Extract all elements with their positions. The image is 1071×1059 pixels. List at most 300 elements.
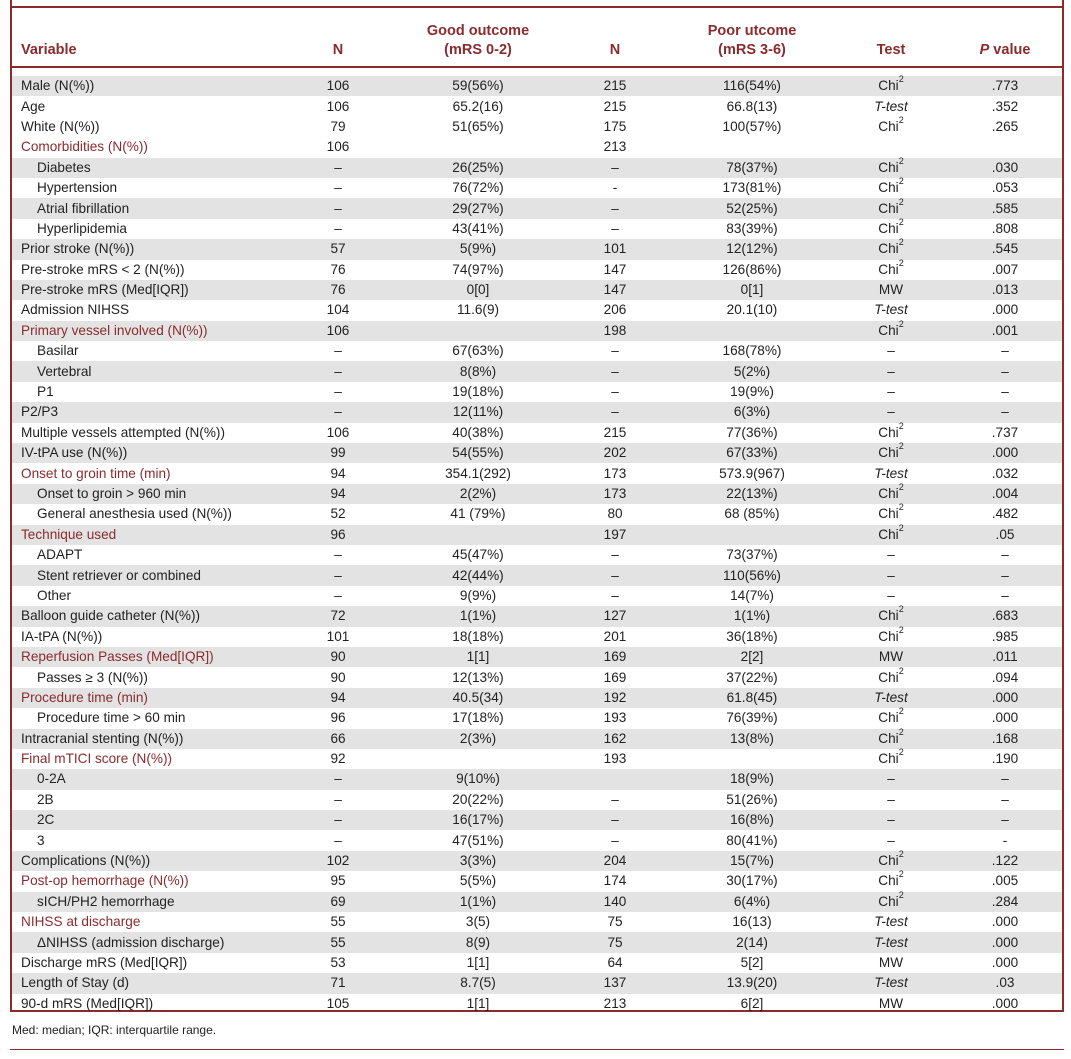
table-row xyxy=(12,647,1062,667)
cell-n-good: 101 xyxy=(326,628,350,644)
test-superscript: 2 xyxy=(898,482,904,492)
cell-p-value: .000 xyxy=(948,688,1062,708)
cell-p-value xyxy=(948,137,1062,157)
cell-n-poor: – xyxy=(560,361,670,381)
cell-poor-outcome: 67(33%) xyxy=(670,443,834,463)
cell-variable: ΔNIHSS (admission discharge) xyxy=(12,932,280,952)
cell-test xyxy=(834,463,948,483)
cell-good-outcome: 3(3%) xyxy=(396,851,560,871)
cell-poor-outcome: 22(13%) xyxy=(670,484,834,504)
cell-poor-outcome: 110(56%) xyxy=(670,565,834,585)
cell-poor-outcome: 173(81%) xyxy=(722,180,782,196)
cell-test xyxy=(834,137,948,157)
cell-n-poor xyxy=(560,769,670,789)
cell-n-poor: 215 xyxy=(560,76,670,96)
table-row xyxy=(12,484,1062,504)
table-row xyxy=(12,198,1062,218)
cell-good-outcome: 59(56%) xyxy=(396,76,560,96)
cell-n-good: 69 xyxy=(280,892,396,912)
top-rule xyxy=(10,6,1064,8)
test-name: Chi xyxy=(878,506,899,522)
cell-poor-outcome: 0[1] xyxy=(670,280,834,300)
cell-n-poor: – xyxy=(611,832,619,848)
table-row xyxy=(12,545,1062,565)
cell-variable: Admission NIHSS xyxy=(21,302,130,318)
header-n-good: N xyxy=(332,42,344,58)
cell-p-value: – xyxy=(1001,547,1009,563)
cell-n-poor: 174 xyxy=(603,873,627,889)
cell-n-good: – xyxy=(280,769,396,789)
cell-test xyxy=(834,341,948,361)
cell-poor-outcome xyxy=(670,525,834,545)
cell-p-value: .005 xyxy=(991,873,1019,889)
cell-n-poor: – xyxy=(560,402,670,422)
cell-n-poor: – xyxy=(611,587,619,603)
cell-poor-outcome: 19(9%) xyxy=(730,384,774,400)
cell-good-outcome: 40.5(34) xyxy=(396,688,560,708)
cell-variable: Complications (N(%)) xyxy=(12,851,280,871)
table-row xyxy=(12,912,1062,932)
cell-variable: Other xyxy=(37,587,71,603)
cell-variable: IV-tPA use (N(%)) xyxy=(12,443,280,463)
cell-n-good: – xyxy=(334,791,342,807)
cell-poor-outcome: 78(37%) xyxy=(670,158,834,178)
cell-good-outcome: 29(27%) xyxy=(396,198,560,218)
cell-test xyxy=(834,871,948,891)
cell-good-outcome: 41 (79%) xyxy=(450,506,506,522)
cell-variable: Prior stroke (N(%)) xyxy=(12,239,280,259)
cell-p-value: .545 xyxy=(948,239,1062,259)
header-good-line2: (mRS 0-2) xyxy=(444,42,512,58)
cell-variable: Vertebral xyxy=(12,361,280,381)
header-p-italic: P xyxy=(979,42,990,58)
cell-good-outcome: 11.6(9) xyxy=(456,302,500,318)
test-name: – xyxy=(887,384,895,400)
cell-n-good: 106 xyxy=(280,321,396,341)
table-row xyxy=(12,341,1062,361)
cell-variable: Technique used xyxy=(12,525,280,545)
cell-variable: Comorbidities (N(%)) xyxy=(21,139,148,155)
cell-poor-outcome: 13.9(20) xyxy=(670,973,834,993)
cell-good-outcome: 42(44%) xyxy=(396,565,560,585)
cell-variable: Age xyxy=(21,98,46,114)
cell-n-good: 52 xyxy=(330,506,346,522)
cell-p-value: .007 xyxy=(991,261,1019,277)
cell-variable: Hyperlipidemia xyxy=(37,220,127,236)
cell-n-poor: 204 xyxy=(560,851,670,871)
cell-p-value: – xyxy=(948,361,1062,381)
cell-variable: Basilar xyxy=(37,343,79,359)
table-row xyxy=(12,463,1062,483)
cell-good-outcome: 26(25%) xyxy=(396,158,560,178)
cell-test xyxy=(834,688,948,708)
cell-variable: P1 xyxy=(37,384,54,400)
cell-n-good: 96 xyxy=(280,525,396,545)
cell-n-good: 55 xyxy=(330,914,346,930)
cell-good-outcome: 8.7(5) xyxy=(396,973,560,993)
cell-variable: Final mTICI score (N(%)) xyxy=(21,751,173,767)
cell-variable: Multiple vessels attempted (N(%)) xyxy=(21,424,225,440)
cell-test xyxy=(834,522,948,545)
cell-good-outcome: 43(41%) xyxy=(452,220,504,236)
cell-poor-outcome xyxy=(670,321,834,341)
table-row xyxy=(12,402,1062,422)
table-row xyxy=(12,790,1062,810)
cell-variable: White (N(%)) xyxy=(21,118,100,134)
cell-test xyxy=(834,726,948,749)
cell-test xyxy=(834,932,948,952)
cell-good-outcome: 17(18%) xyxy=(452,710,504,726)
test-superscript: 2 xyxy=(898,889,904,900)
cell-p-value: – xyxy=(1001,791,1009,807)
cell-n-poor: 175 xyxy=(603,118,627,134)
cell-poor-outcome: 30(17%) xyxy=(726,873,778,889)
cell-p-value: .000 xyxy=(948,932,1062,952)
test-name: Chi xyxy=(878,628,899,644)
test-superscript: 2 xyxy=(898,441,904,452)
cell-test xyxy=(834,973,948,993)
cell-n-poor: 162 xyxy=(560,729,670,749)
cell-n-good: 66 xyxy=(280,729,396,749)
table-row xyxy=(12,973,1062,993)
cell-poor-outcome: 52(25%) xyxy=(670,198,834,218)
cell-poor-outcome: 100(57%) xyxy=(722,118,782,134)
cell-test xyxy=(834,586,948,606)
cell-good-outcome: 1[1] xyxy=(396,647,560,667)
cell-test xyxy=(834,851,948,871)
table-row xyxy=(12,953,1062,973)
cell-n-poor: 213 xyxy=(603,995,627,1011)
table-row xyxy=(12,994,1062,1014)
cell-test xyxy=(834,402,948,422)
cell-n-poor: 101 xyxy=(560,239,670,259)
cell-p-value: .05 xyxy=(948,525,1062,545)
cell-p-value: – xyxy=(1001,587,1009,603)
cell-test xyxy=(834,667,948,687)
test-name: Chi xyxy=(878,159,899,175)
table-body xyxy=(12,76,1062,1014)
cell-good-outcome: 19(18%) xyxy=(452,384,504,400)
table-row xyxy=(12,830,1062,850)
cell-test xyxy=(834,749,948,769)
cell-n-poor: 193 xyxy=(603,710,627,726)
cell-test xyxy=(834,361,948,381)
test-name: Chi xyxy=(878,180,899,196)
cell-variable: Primary vessel involved (N(%)) xyxy=(12,321,280,341)
cell-poor-outcome: 5[2] xyxy=(740,954,764,970)
test-name: – xyxy=(887,812,895,828)
cell-n-good: – xyxy=(334,587,342,603)
cell-p-value: .013 xyxy=(948,280,1062,300)
test-name: Chi xyxy=(878,78,899,94)
cell-n-poor: 197 xyxy=(560,525,670,545)
cell-p-value: .032 xyxy=(991,465,1019,481)
cell-p-value: .000 xyxy=(991,914,1019,930)
cell-poor-outcome: 6[2] xyxy=(740,995,764,1011)
test-name: Chi xyxy=(878,261,899,277)
test-name: Chi xyxy=(878,220,899,236)
cell-variable: Pre-stroke mRS < 2 (N(%)) xyxy=(21,261,185,277)
cell-n-poor: 75 xyxy=(607,914,623,930)
cell-n-poor: 215 xyxy=(603,424,627,440)
cell-p-value: .000 xyxy=(948,443,1062,463)
cell-n-poor: – xyxy=(611,220,619,236)
test-superscript: 2 xyxy=(898,257,904,268)
cell-test xyxy=(834,565,948,585)
cell-poor-outcome: 15(7%) xyxy=(670,851,834,871)
cell-variable: NIHSS at discharge xyxy=(21,914,141,930)
cell-poor-outcome: 16(8%) xyxy=(670,810,834,830)
cell-test xyxy=(834,420,948,443)
test-name: Chi xyxy=(878,873,899,889)
cell-poor-outcome: 573.9(967) xyxy=(719,465,785,481)
cell-good-outcome: 74(97%) xyxy=(452,261,504,277)
header-p-value xyxy=(948,11,1062,67)
table-row xyxy=(12,96,1062,116)
cell-poor-outcome: 80(41%) xyxy=(726,832,778,848)
cell-variable: Intracranial stenting (N(%)) xyxy=(12,729,280,749)
header-poor-outcome xyxy=(670,11,834,67)
cell-poor-outcome: 168(78%) xyxy=(722,343,782,359)
cell-variable: Male (N(%)) xyxy=(12,76,280,96)
cell-good-outcome: 5(9%) xyxy=(396,239,560,259)
table-row xyxy=(12,219,1062,239)
table-header xyxy=(12,11,1062,67)
table-row xyxy=(12,769,1062,789)
test-superscript: 2 xyxy=(898,216,904,227)
cell-p-value: .053 xyxy=(991,180,1019,196)
cell-variable: Hypertension xyxy=(37,180,118,196)
table-row xyxy=(12,443,1062,463)
cell-good-outcome: 3(5) xyxy=(465,914,491,930)
cell-p-value: – xyxy=(1001,384,1009,400)
cell-poor-outcome: 14(7%) xyxy=(730,587,774,603)
cell-test xyxy=(834,300,948,320)
cell-p-value: .352 xyxy=(991,98,1019,114)
cell-poor-outcome: 51(26%) xyxy=(726,791,778,807)
cell-good-outcome: 5(5%) xyxy=(459,873,497,889)
test-superscript: 2 xyxy=(898,665,904,676)
cell-poor-outcome: 68 (85%) xyxy=(724,506,780,522)
cell-p-value: .122 xyxy=(948,851,1062,871)
cell-poor-outcome: 13(8%) xyxy=(670,729,834,749)
test-superscript: 2 xyxy=(898,869,904,880)
test-name: MW xyxy=(878,282,904,298)
cell-n-good: 106 xyxy=(280,76,396,96)
test-superscript: 2 xyxy=(898,318,904,329)
test-superscript: 2 xyxy=(898,706,904,717)
header-rule-group xyxy=(12,67,1062,76)
cell-n-poor: – xyxy=(560,565,670,585)
cell-n-good: 94 xyxy=(280,688,396,708)
cell-n-poor: 137 xyxy=(560,973,670,993)
cell-poor-outcome xyxy=(670,749,834,769)
cell-test xyxy=(834,239,948,259)
cell-test xyxy=(834,178,948,198)
cell-variable: Procedure time (min) xyxy=(12,688,280,708)
cell-n-poor: 173 xyxy=(560,484,670,504)
cell-test xyxy=(834,953,948,973)
cell-variable: Atrial fibrillation xyxy=(12,198,280,218)
cell-variable: Onset to groin > 960 min xyxy=(12,484,280,504)
cell-n-poor: 64 xyxy=(607,954,623,970)
cell-n-poor: 140 xyxy=(560,892,670,912)
table-row xyxy=(12,667,1062,687)
cell-n-good: 90 xyxy=(280,647,396,667)
cell-test xyxy=(834,624,948,647)
cell-good-outcome: 8(9) xyxy=(396,932,560,952)
cell-p-value: .094 xyxy=(991,669,1019,685)
bottom-rule xyxy=(10,1049,1064,1050)
cell-good-outcome: 1[1] xyxy=(466,954,490,970)
cell-p-value: .284 xyxy=(948,892,1062,912)
table-row xyxy=(12,729,1062,749)
test-name: Chi xyxy=(878,608,899,624)
cell-n-poor: 201 xyxy=(603,628,627,644)
header-p-rest: value xyxy=(989,42,1031,58)
cell-good-outcome: 47(51%) xyxy=(452,832,504,848)
table-row xyxy=(12,76,1062,96)
table-row xyxy=(12,749,1062,769)
cell-variable: Procedure time > 60 min xyxy=(37,710,186,726)
test-name: Chi xyxy=(878,200,899,216)
test-superscript: 2 xyxy=(898,114,904,125)
table-row xyxy=(12,892,1062,912)
cell-good-outcome: 40(38%) xyxy=(452,424,504,440)
cell-test xyxy=(834,96,948,116)
test-name: T-test xyxy=(874,465,908,481)
test-name: Chi xyxy=(878,730,899,746)
cell-good-outcome: 54(55%) xyxy=(396,443,560,463)
test-name: Chi xyxy=(878,710,899,726)
table-row xyxy=(12,361,1062,381)
test-name: Chi xyxy=(878,486,899,501)
cell-p-value: .773 xyxy=(948,76,1062,96)
cell-poor-outcome: 2[2] xyxy=(670,647,834,667)
cell-p-value: .683 xyxy=(948,606,1062,626)
cell-poor-outcome: 37(22%) xyxy=(726,669,778,685)
cell-n-poor: 147 xyxy=(603,261,627,277)
cell-n-poor: 75 xyxy=(560,932,670,952)
cell-good-outcome: 9(10%) xyxy=(396,769,560,789)
cell-n-good: 76 xyxy=(330,261,346,277)
cell-p-value: .190 xyxy=(991,751,1019,767)
cell-variable: Balloon guide catheter (N(%)) xyxy=(12,606,280,626)
test-name: – xyxy=(887,771,895,787)
table-row xyxy=(12,504,1062,524)
test-superscript: 2 xyxy=(898,726,904,737)
table-row xyxy=(12,382,1062,402)
cell-poor-outcome: 5(2%) xyxy=(670,361,834,381)
cell-test xyxy=(834,889,948,912)
cell-n-poor: 127 xyxy=(560,606,670,626)
cell-variable: Reperfusion Passes (Med[IQR]) xyxy=(12,647,280,667)
cell-p-value: .000 xyxy=(991,954,1019,970)
cell-n-good: – xyxy=(280,361,396,381)
cell-n-good: – xyxy=(280,565,396,585)
cell-n-good: – xyxy=(334,343,342,359)
cell-n-good: 99 xyxy=(280,443,396,463)
table-row xyxy=(12,525,1062,545)
cell-test xyxy=(834,790,948,810)
test-name: MW xyxy=(878,954,904,970)
header-variable: Variable xyxy=(21,42,77,58)
cell-variable: Discharge mRS (Med[IQR]) xyxy=(21,954,188,970)
test-name: – xyxy=(887,567,895,583)
cell-n-poor: 215 xyxy=(603,98,627,114)
cell-n-good: 105 xyxy=(326,995,350,1011)
cell-poor-outcome: 12(12%) xyxy=(670,239,834,259)
cell-p-value: – xyxy=(948,402,1062,422)
cell-poor-outcome: 1(1%) xyxy=(670,606,834,626)
cell-test xyxy=(834,216,948,239)
test-superscript: 2 xyxy=(898,604,904,615)
cell-n-good: 96 xyxy=(330,710,346,726)
cell-test xyxy=(834,318,948,341)
header-good-outcome xyxy=(396,11,560,67)
cell-n-good: – xyxy=(280,402,396,422)
cell-variable: Passes ≥ 3 (N(%)) xyxy=(37,669,148,685)
cell-poor-outcome: 6(3%) xyxy=(670,402,834,422)
table-row xyxy=(12,810,1062,830)
cell-variable: 2B xyxy=(37,791,54,807)
cell-good-outcome: 2(2%) xyxy=(396,484,560,504)
cell-test xyxy=(834,76,948,96)
table-row xyxy=(12,423,1062,443)
table-row xyxy=(12,280,1062,300)
header-test: Test xyxy=(876,42,906,58)
test-name: T-test xyxy=(874,302,908,318)
cell-n-poor: 192 xyxy=(560,688,670,708)
cell-p-value: .001 xyxy=(948,321,1062,341)
cell-good-outcome xyxy=(396,137,560,157)
cell-good-outcome xyxy=(396,749,560,769)
cell-poor-outcome: 20.1(10) xyxy=(726,302,778,318)
cell-p-value: – xyxy=(948,810,1062,830)
cell-good-outcome xyxy=(396,321,560,341)
cell-variable: Stent retriever or combined xyxy=(12,565,280,585)
test-name: – xyxy=(887,343,895,359)
cell-p-value: .03 xyxy=(948,973,1062,993)
cell-test xyxy=(834,994,948,1014)
header-gap xyxy=(12,68,1062,76)
table-row xyxy=(12,158,1062,178)
test-superscript: 2 xyxy=(898,74,904,85)
test-name: Chi xyxy=(878,751,899,767)
cell-good-outcome: 8(8%) xyxy=(396,361,560,381)
cell-poor-outcome: 36(18%) xyxy=(726,628,778,644)
test-name: Chi xyxy=(878,893,899,909)
cell-n-good: 53 xyxy=(330,954,346,970)
cell-good-outcome: 18(18%) xyxy=(452,628,504,644)
test-superscript: 2 xyxy=(898,747,904,758)
cell-variable: Onset to groin time (min) xyxy=(21,465,171,481)
cell-n-good: 90 xyxy=(330,669,346,685)
footnote: Med: median; IQR: interquartile range. xyxy=(12,1023,217,1037)
cell-p-value: – xyxy=(1001,343,1009,359)
cell-n-poor: 202 xyxy=(560,443,670,463)
cell-p-value: .011 xyxy=(948,647,1062,667)
cell-test xyxy=(834,769,948,789)
cell-n-good: – xyxy=(334,220,342,236)
cell-good-outcome: 2(3%) xyxy=(396,729,560,749)
cell-n-good: 71 xyxy=(280,973,396,993)
cell-p-value: .030 xyxy=(948,158,1062,178)
test-superscript: 2 xyxy=(898,624,904,635)
cell-poor-outcome: 77(36%) xyxy=(726,424,778,440)
cell-p-value: – xyxy=(948,565,1062,585)
cell-n-good: 95 xyxy=(330,873,346,889)
